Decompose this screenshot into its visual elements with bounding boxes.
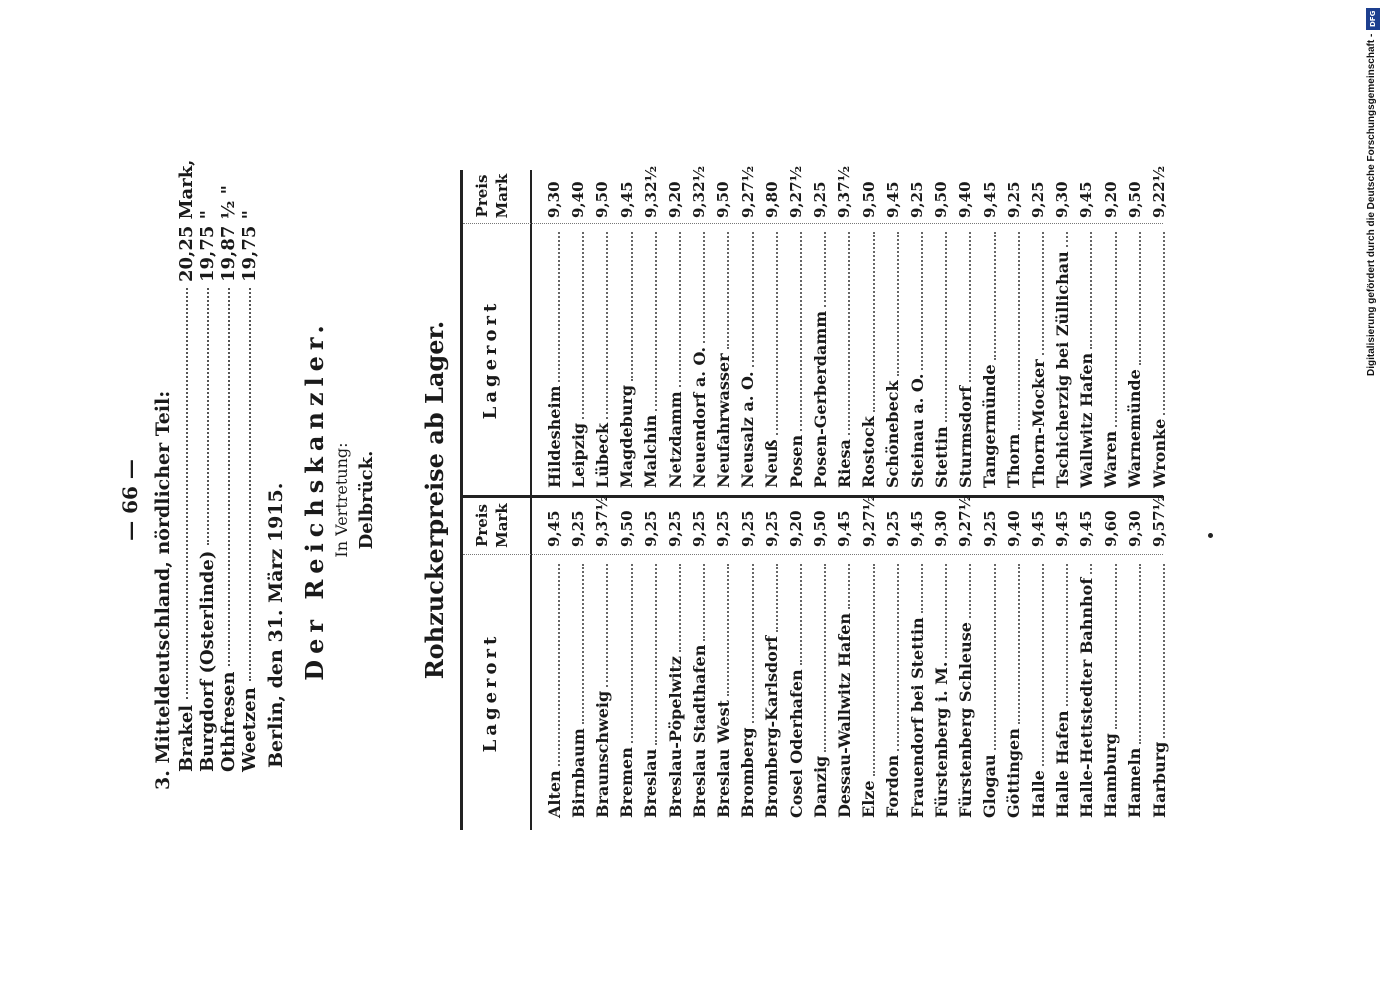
price-value: 9,32½ (641, 165, 660, 218)
location-name: Posen (786, 434, 806, 488)
location-cell (590, 228, 614, 488)
price-value: 9,30 (1053, 181, 1072, 218)
price-table (460, 165, 1180, 830)
price-value: 9,25 (762, 510, 781, 547)
place-name: Weetzen (239, 687, 260, 772)
location-cell (832, 560, 856, 818)
location-cell (711, 560, 735, 818)
price-value: 9,50 (932, 181, 951, 218)
price-value: 9,25 (1029, 181, 1047, 218)
table-row (953, 170, 977, 830)
dfg-logo: DFG (1366, 8, 1380, 30)
leader-dots (727, 232, 729, 349)
location-name: Harburg (1149, 741, 1169, 818)
location-cell (1099, 228, 1123, 488)
price-value: 9,45 (1077, 181, 1096, 218)
location-cell (1026, 228, 1050, 488)
price-value: 9,80 (762, 181, 781, 218)
location-cell (760, 560, 784, 818)
location-cell (881, 228, 905, 488)
header-unit-label: Mark (493, 503, 511, 548)
leader-dots (945, 232, 947, 422)
location-cell (905, 228, 929, 488)
header-unit-label: Mark (493, 173, 511, 219)
price-value: 9,45 (1029, 510, 1047, 547)
header-price-left (472, 498, 512, 553)
leader-dots (582, 564, 584, 724)
table-top-rule (460, 170, 463, 830)
leader-dots (1139, 564, 1141, 744)
table-row (615, 170, 639, 830)
leader-dots (1163, 232, 1165, 415)
leader-dots (873, 232, 875, 412)
price-value: 9,45 (617, 181, 636, 218)
price-value: 9,25 (641, 510, 660, 547)
leader-dots (800, 564, 802, 665)
location-name: Dessau-Wallwitz Hafen (834, 612, 854, 818)
location-cell (808, 560, 832, 818)
table-row (1123, 170, 1147, 830)
leader-dots (800, 232, 802, 431)
leader-dots (921, 232, 923, 370)
leader-dots (848, 232, 850, 435)
leader-dots (186, 288, 188, 699)
table-row (736, 165, 760, 830)
leader-dots (1066, 564, 1068, 706)
price-value: 9,20 (1101, 181, 1120, 218)
location-name: Sturmsdorf (955, 385, 975, 488)
leader-dots (228, 288, 230, 666)
signature-representation: In Vertretung: (332, 442, 351, 558)
location-name: Neufahrwasser (713, 353, 733, 488)
price-value: 9,40 (956, 181, 975, 218)
location-name: Waren (1101, 430, 1121, 488)
section-price-row (239, 162, 260, 772)
location-cell (929, 560, 953, 818)
leader-dots (752, 232, 754, 367)
price-value: 9,25 (714, 510, 733, 547)
location-name: Halle Hafen (1052, 710, 1072, 818)
leader-dots (703, 564, 705, 641)
leader-dots (848, 564, 850, 609)
price-value: 9,25 (980, 510, 999, 547)
price-value: 9,50 (714, 181, 733, 218)
location-name: Breslau-Pöpelwitz (665, 656, 685, 818)
location-cell (663, 228, 687, 488)
table-row (1002, 170, 1026, 830)
price-value: 9,22½ (1150, 165, 1168, 218)
location-cell (542, 560, 566, 818)
leader-dots (679, 564, 681, 652)
location-cell (615, 560, 639, 818)
table-row (711, 170, 735, 830)
leader-dots (631, 564, 633, 743)
price-value: 9,25 (666, 510, 684, 547)
leader-dots (994, 232, 996, 360)
table-row (566, 170, 590, 830)
table-row (663, 170, 687, 830)
location-name: Thorn (1004, 433, 1024, 488)
location-cell (566, 560, 590, 818)
leader-dots (1018, 564, 1020, 724)
location-cell (1050, 228, 1074, 488)
location-name: Neusalz a. O. (738, 371, 758, 488)
location-cell (1123, 560, 1147, 818)
price-value: 9,30 (1125, 510, 1144, 547)
leader-dots (1042, 232, 1044, 355)
leader-dots (897, 564, 899, 751)
price-value: 9,50 (811, 510, 830, 547)
location-name: Neuß (762, 439, 782, 488)
price-value: 9,25 (690, 510, 709, 547)
leader-dots (631, 232, 633, 381)
table-row (905, 170, 929, 830)
location-name: Hameln (1125, 747, 1145, 818)
leader-dots (558, 564, 560, 766)
location-cell (808, 228, 832, 488)
price-value: 9,30 (545, 181, 563, 218)
price-value: 9,45 (883, 181, 902, 218)
table-row (832, 165, 856, 830)
location-cell (784, 228, 808, 488)
price-value: 9,25 (738, 510, 757, 547)
price-value: 9,25 (908, 181, 926, 218)
price-value: 9,37½ (835, 165, 854, 218)
leader-dots (558, 232, 560, 382)
place-price: 20,25 Mark, (176, 159, 197, 282)
location-cell (711, 228, 735, 488)
location-name: Hamburg (1101, 733, 1121, 818)
leader-dots (1066, 232, 1068, 247)
location-name: Alten (544, 770, 564, 818)
price-value: 9,45 (835, 510, 854, 547)
price-value: 9,45 (980, 181, 999, 218)
price-value: 9,45 (1053, 510, 1072, 547)
table-row (760, 170, 784, 830)
location-name: Neuendorf a. O. (689, 346, 709, 488)
leader-dots (969, 232, 971, 382)
signature-name: Delbrück. (356, 450, 377, 550)
place-price: 19,75 " (197, 209, 218, 282)
table-title: Rohzuckerpreise ab Lager. (420, 320, 449, 680)
leader-dots (824, 564, 826, 752)
location-name: Stettin (931, 426, 951, 488)
price-value: 9,60 (1101, 510, 1120, 547)
table-row (542, 170, 566, 830)
section-price-row (218, 162, 239, 772)
location-cell (736, 560, 760, 818)
table-row (1050, 170, 1074, 830)
header-location-right: Lagerort (480, 299, 501, 420)
leader-dots (1115, 232, 1117, 427)
location-cell (784, 560, 808, 818)
price-value: 9,25 (1004, 181, 1023, 218)
location-cell (639, 560, 663, 818)
location-name: Bromberg (738, 727, 758, 818)
location-name: Breslau Stadthafen (689, 644, 709, 818)
location-name: Braunschweig (592, 690, 612, 818)
leader-dots (655, 232, 657, 411)
location-cell (663, 560, 687, 818)
location-name: Glogau (980, 754, 1000, 818)
location-cell (590, 560, 614, 818)
location-name: Netzdamm (665, 391, 685, 488)
leader-dots (824, 232, 826, 307)
table-row (1099, 170, 1123, 830)
location-name: Halle (1028, 770, 1048, 818)
header-price-label: Preis (473, 174, 491, 218)
location-name: Frauendorf bei Stettin (907, 617, 927, 818)
location-name: Breslau (641, 748, 661, 818)
table-header-rule (530, 170, 532, 830)
section-price-row (197, 162, 218, 772)
location-name: Tangermünde (980, 364, 1000, 488)
price-value: 9,57½ (1150, 494, 1168, 547)
table-row (639, 165, 663, 830)
leader-dots (249, 288, 251, 681)
price-value: 9,40 (1004, 510, 1023, 547)
leader-dots (1139, 232, 1141, 365)
table-row (808, 170, 832, 830)
location-cell (566, 228, 590, 488)
signature-title: Der Reichskanzler. (300, 319, 329, 681)
leader-dots (1018, 232, 1020, 430)
location-cell (978, 228, 1002, 488)
leader-dots (207, 288, 209, 545)
location-cell (1074, 560, 1098, 818)
price-value: 9,37½ (593, 494, 612, 547)
location-cell (857, 560, 881, 818)
leader-dots (873, 564, 875, 776)
leader-dots (727, 564, 729, 696)
location-name: Göttingen (1004, 728, 1024, 818)
location-cell (639, 228, 663, 488)
location-name: Breslau West (713, 699, 733, 818)
price-value: 9,27½ (859, 494, 878, 547)
price-value: 9,27½ (738, 165, 757, 218)
table-row (881, 170, 905, 830)
price-value: 9,30 (932, 510, 951, 547)
location-name: Bromberg-Karlsdorf (762, 635, 782, 818)
table-row (929, 170, 953, 830)
location-cell (881, 560, 905, 818)
location-name: Riesa (834, 439, 854, 488)
leader-dots (945, 564, 947, 658)
location-cell (1147, 560, 1171, 818)
location-name: Wallwitz Hafen (1076, 352, 1096, 488)
location-cell (978, 560, 1002, 818)
location-cell (736, 228, 760, 488)
price-value: 9,27½ (787, 165, 805, 218)
location-name: Lübeck (592, 422, 612, 488)
place-price: 19,87 ½ " (218, 184, 239, 282)
location-name: Fürstenberg Schleuse (955, 622, 975, 818)
place-name: Burgdorf (Osterlinde) (197, 550, 218, 772)
price-value: 9,25 (569, 510, 588, 547)
table-row (1026, 170, 1050, 830)
location-cell (857, 228, 881, 488)
price-value: 9,45 (1077, 510, 1096, 547)
price-value: 9,32½ (690, 165, 709, 218)
dfg-credit-text: Digitalisierung gefördert durch die Deutsche Forschungsgemeinschaft - (1366, 34, 1377, 377)
table-row (978, 170, 1002, 830)
section-price-row (176, 159, 197, 772)
location-name: Warnemünde (1125, 369, 1145, 488)
place-price: 19,75 " (239, 209, 260, 282)
location-cell (832, 228, 856, 488)
leader-dots (1090, 232, 1092, 349)
location-cell (542, 228, 566, 488)
price-value: 9,50 (593, 181, 612, 218)
table-row (1074, 170, 1098, 830)
location-name: Magdeburg (617, 384, 637, 488)
table-row (1147, 165, 1171, 830)
location-cell (905, 560, 929, 818)
header-price-right (472, 170, 512, 222)
price-value: 9,50 (1125, 181, 1144, 218)
location-name: Fordon (883, 754, 903, 818)
leader-dots (1042, 564, 1044, 766)
section-heading: 3. Mitteldeutschland, nördlicher Teil: (152, 390, 174, 790)
table-row (590, 170, 614, 830)
location-name: Thorn-Mocker (1028, 359, 1048, 488)
leader-dots (606, 564, 608, 687)
price-value: 9,45 (908, 510, 926, 547)
price-value: 9,27½ (956, 494, 975, 547)
location-cell (1002, 560, 1026, 818)
location-name: Birnbaum (568, 728, 588, 818)
location-cell (760, 228, 784, 488)
price-value: 9,20 (666, 181, 684, 218)
price-value: 9,20 (787, 510, 805, 547)
place-name: Othfresen (218, 671, 239, 772)
leader-dots (969, 564, 971, 618)
leader-dots (1115, 564, 1117, 729)
leader-dots (897, 232, 899, 376)
leader-dots (655, 564, 657, 745)
header-location-left: Lagerort (480, 632, 501, 753)
leader-dots (994, 564, 996, 750)
date-line: Berlin, den 31. März 1915. (265, 482, 287, 768)
dfg-credit (1366, 8, 1380, 388)
location-name: Tschicherzig bei Züllichau (1052, 251, 1072, 488)
location-name: Schönebeck (883, 380, 903, 488)
leader-dots (921, 564, 923, 613)
location-name: Steinau a. O. (907, 373, 927, 488)
leader-dots (703, 232, 705, 343)
location-name: Elze (859, 780, 879, 818)
location-name: Halle-Hettstedter Bahnhof (1076, 577, 1096, 818)
location-name: Wronke (1149, 418, 1169, 488)
location-cell (953, 560, 977, 818)
leader-dots (1163, 564, 1165, 738)
location-cell (1050, 560, 1074, 818)
location-name: Leipzig (568, 422, 588, 488)
location-name: Bremen (617, 747, 637, 818)
location-cell (687, 560, 711, 818)
location-name: Danzig (810, 755, 830, 818)
leader-dots (606, 232, 608, 419)
price-value: 9,50 (859, 181, 878, 218)
leader-dots (582, 232, 584, 419)
ink-dot (1208, 533, 1213, 538)
price-value: 9,25 (883, 510, 902, 547)
table-row (784, 165, 808, 830)
price-value: 9,50 (617, 510, 636, 547)
price-value: 9,40 (569, 181, 588, 218)
location-cell (953, 228, 977, 488)
location-cell (687, 228, 711, 488)
leader-dots (1090, 564, 1092, 574)
location-cell (615, 228, 639, 488)
table-row (687, 165, 711, 830)
location-name: Cosel Oderhafen (786, 669, 806, 818)
location-name: Hildesheim (544, 385, 564, 488)
location-name: Rostock (859, 416, 879, 488)
page-number: — 66 — (118, 459, 142, 541)
location-name: Fürstenberg i. M. (931, 661, 951, 818)
location-cell (1147, 228, 1171, 488)
leader-dots (776, 564, 778, 632)
place-name: Brakel (176, 704, 197, 772)
location-cell (929, 228, 953, 488)
location-cell (1123, 228, 1147, 488)
leader-dots (752, 564, 754, 723)
leader-dots (776, 232, 778, 435)
location-cell (1074, 228, 1098, 488)
header-price-label: Preis (473, 504, 491, 547)
table-row (857, 170, 881, 830)
location-cell (1099, 560, 1123, 818)
location-cell (1002, 228, 1026, 488)
price-value: 9,45 (545, 510, 563, 547)
location-cell (1026, 560, 1050, 818)
location-name: Malchin (641, 414, 661, 488)
price-value: 9,25 (811, 181, 830, 218)
location-name: Posen-Gerberdamm (810, 310, 830, 488)
leader-dots (679, 232, 681, 387)
